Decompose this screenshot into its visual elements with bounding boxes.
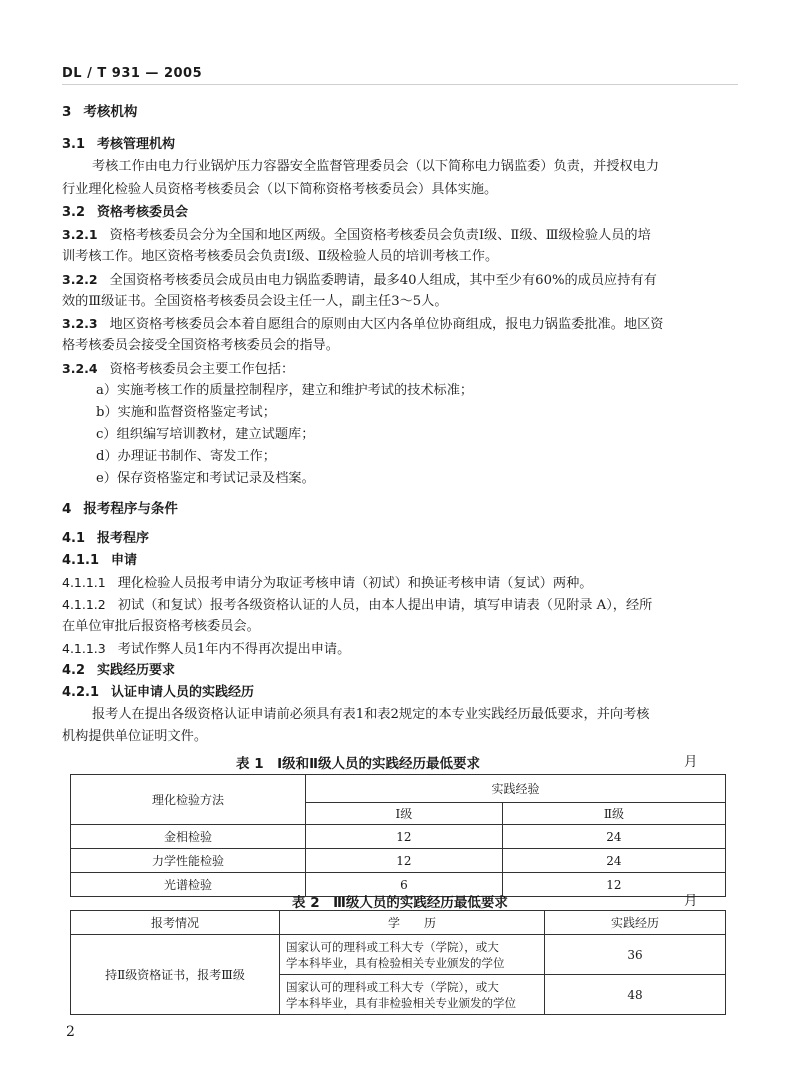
section-3-2-3-line2: 格考核委员会接受全国资格考核委员会的指导。 [62,338,339,353]
table2-education-line1: 国家认可的理科或工科大专（学院），或大 [286,979,499,994]
section-3-1-text-line1: 考核工作由电力行业锅炉压力容器安全监督管理委员会（以下简称电力锅监委）负责，并授权电力 [92,159,660,174]
section-3-2-1-line1: 3.2.1 资格考核委员会分为全国和地区两级。全国资格考核委员会负责Ⅰ级、Ⅱ级、Ⅲ级检验人员的培 [62,227,651,243]
table2-header-experience: 实践经历 [545,911,726,935]
table1-cell-level2: 24 [502,825,725,849]
section-4-1-1-2-line1: 4.1.1.2 初试（和复试）报考各级资格认证的人员，由本人提出申请，填写申请表（见附录 A），经所 [62,597,653,613]
section-3-heading: 3 考核机构 [62,104,138,120]
section-4-1-heading: 4.1 报考程序 [62,531,150,546]
table1-header-level1: Ⅰ级 [306,803,503,825]
table1-cell-method: 金相检验 [71,825,306,849]
table2-education-line1: 国家认可的理科或工科大专（学院），或大 [286,939,499,954]
table1-cell-level1: 12 [306,825,503,849]
list-item-d: d）办理证书制作、寄发工作； [96,449,276,464]
table2 [70,910,726,1015]
table1 [70,774,726,897]
list-item-e: e）保存资格鉴定和考试记录及档案。 [96,471,315,486]
section-3-2-1-line2: 训考核工作。地区资格考核委员会负责Ⅰ级、Ⅱ级检验人员的培训考核工作。 [62,249,499,264]
section-4-2-1-line2: 机构提供单位证明文件。 [62,729,208,744]
section-3-2-2-line2: 效的Ⅲ级证书。全国资格考核委员会设主任一人，副主任3～5人。 [62,294,448,309]
table2-unit: 月 [684,893,698,909]
table1-caption: 表 1 Ⅰ级和Ⅱ级人员的实践经历最低要求 [236,756,481,772]
table2-cell-experience: 36 [545,935,726,975]
table2-education-line2: 学本科毕业，具有非检验相关专业颁发的学位 [286,995,516,1010]
section-3-2-heading: 3.2 资格考核委员会 [62,205,189,220]
section-4-1-1-2-line2: 在单位审批后报资格考核委员会。 [62,619,260,634]
table2-cell-experience: 48 [545,975,726,1015]
table2-education-line2: 学本科毕业，具有检验相关专业颁发的学位 [286,955,505,970]
table1-header-group: 实践经验 [306,775,726,803]
table-row [71,935,726,975]
section-4-2-1-heading: 4.2.1 认证申请人员的实践经历 [62,685,255,700]
section-3-1-text-line2: 行业理化检验人员资格考核委员会（以下简称资格考核委员会）具体实施。 [62,182,498,197]
page-number: 2 [66,1024,75,1040]
table1-cell-level1: 6 [306,873,503,897]
table2-header-case: 报考情况 [71,911,280,935]
table1-unit: 月 [684,754,698,770]
table-row [71,849,726,873]
table1-header-level2: Ⅱ级 [502,803,725,825]
list-item-c: c）组织编写培训教材，建立试题库； [96,427,315,442]
table2-cell-case: 持Ⅱ级资格证书，报考Ⅲ级 [71,935,280,1015]
table1-cell-level2: 24 [502,849,725,873]
table1-cell-level2: 12 [502,873,725,897]
standard-code: DL / T 931 — 2005 [62,66,203,81]
section-4-2-1-line1: 报考人在提出各级资格认证申请前必须具有表1和表2规定的本专业实践经历最低要求，并向考核 [92,707,650,722]
section-3-1-heading: 3.1 考核管理机构 [62,137,176,152]
table1-cell-method: 力学性能检验 [71,849,306,873]
table-row [71,825,726,849]
section-3-2-4-line1: 3.2.4 资格考核委员会主要工作包括： [62,361,295,377]
section-4-heading: 4 报考程序与条件 [62,501,178,517]
list-item-b: b）实施和监督资格鉴定考试； [96,405,276,420]
section-3-2-3-line1: 3.2.3 地区资格考核委员会本着自愿组合的原则由大区内各单位协商组成，报电力锅监委批准。地区资 [62,316,664,332]
section-4-1-1-3-line1: 4.1.1.3 考试作弊人员1年内不得再次提出申请。 [62,641,351,657]
section-3-2-2-line1: 3.2.2 全国资格考核委员会成员由电力锅监委聘请，最多40人组成，其中至少有60%的成员应持有有 [62,272,657,288]
table2-header-education: 学 历 [280,911,545,935]
list-item-a: a）实施考核工作的质量控制程序，建立和维护考试的技术标准； [96,383,474,398]
header-rule [62,84,738,85]
section-4-2-heading: 4.2 实践经历要求 [62,663,176,678]
table1-header-method: 理化检验方法 [71,775,306,825]
table2-cell-education [280,975,545,1015]
table2-caption: 表 2 Ⅲ级人员的实践经历最低要求 [292,895,508,911]
table2-cell-education [280,935,545,975]
section-4-1-1-heading: 4.1.1 申请 [62,553,138,568]
table1-cell-level1: 12 [306,849,503,873]
section-4-1-1-1-line1: 4.1.1.1 理化检验人员报考申请分为取证考核申请（初试）和换证考核申请（复试）两种。 [62,575,593,591]
table1-cell-method: 光谱检验 [71,873,306,897]
